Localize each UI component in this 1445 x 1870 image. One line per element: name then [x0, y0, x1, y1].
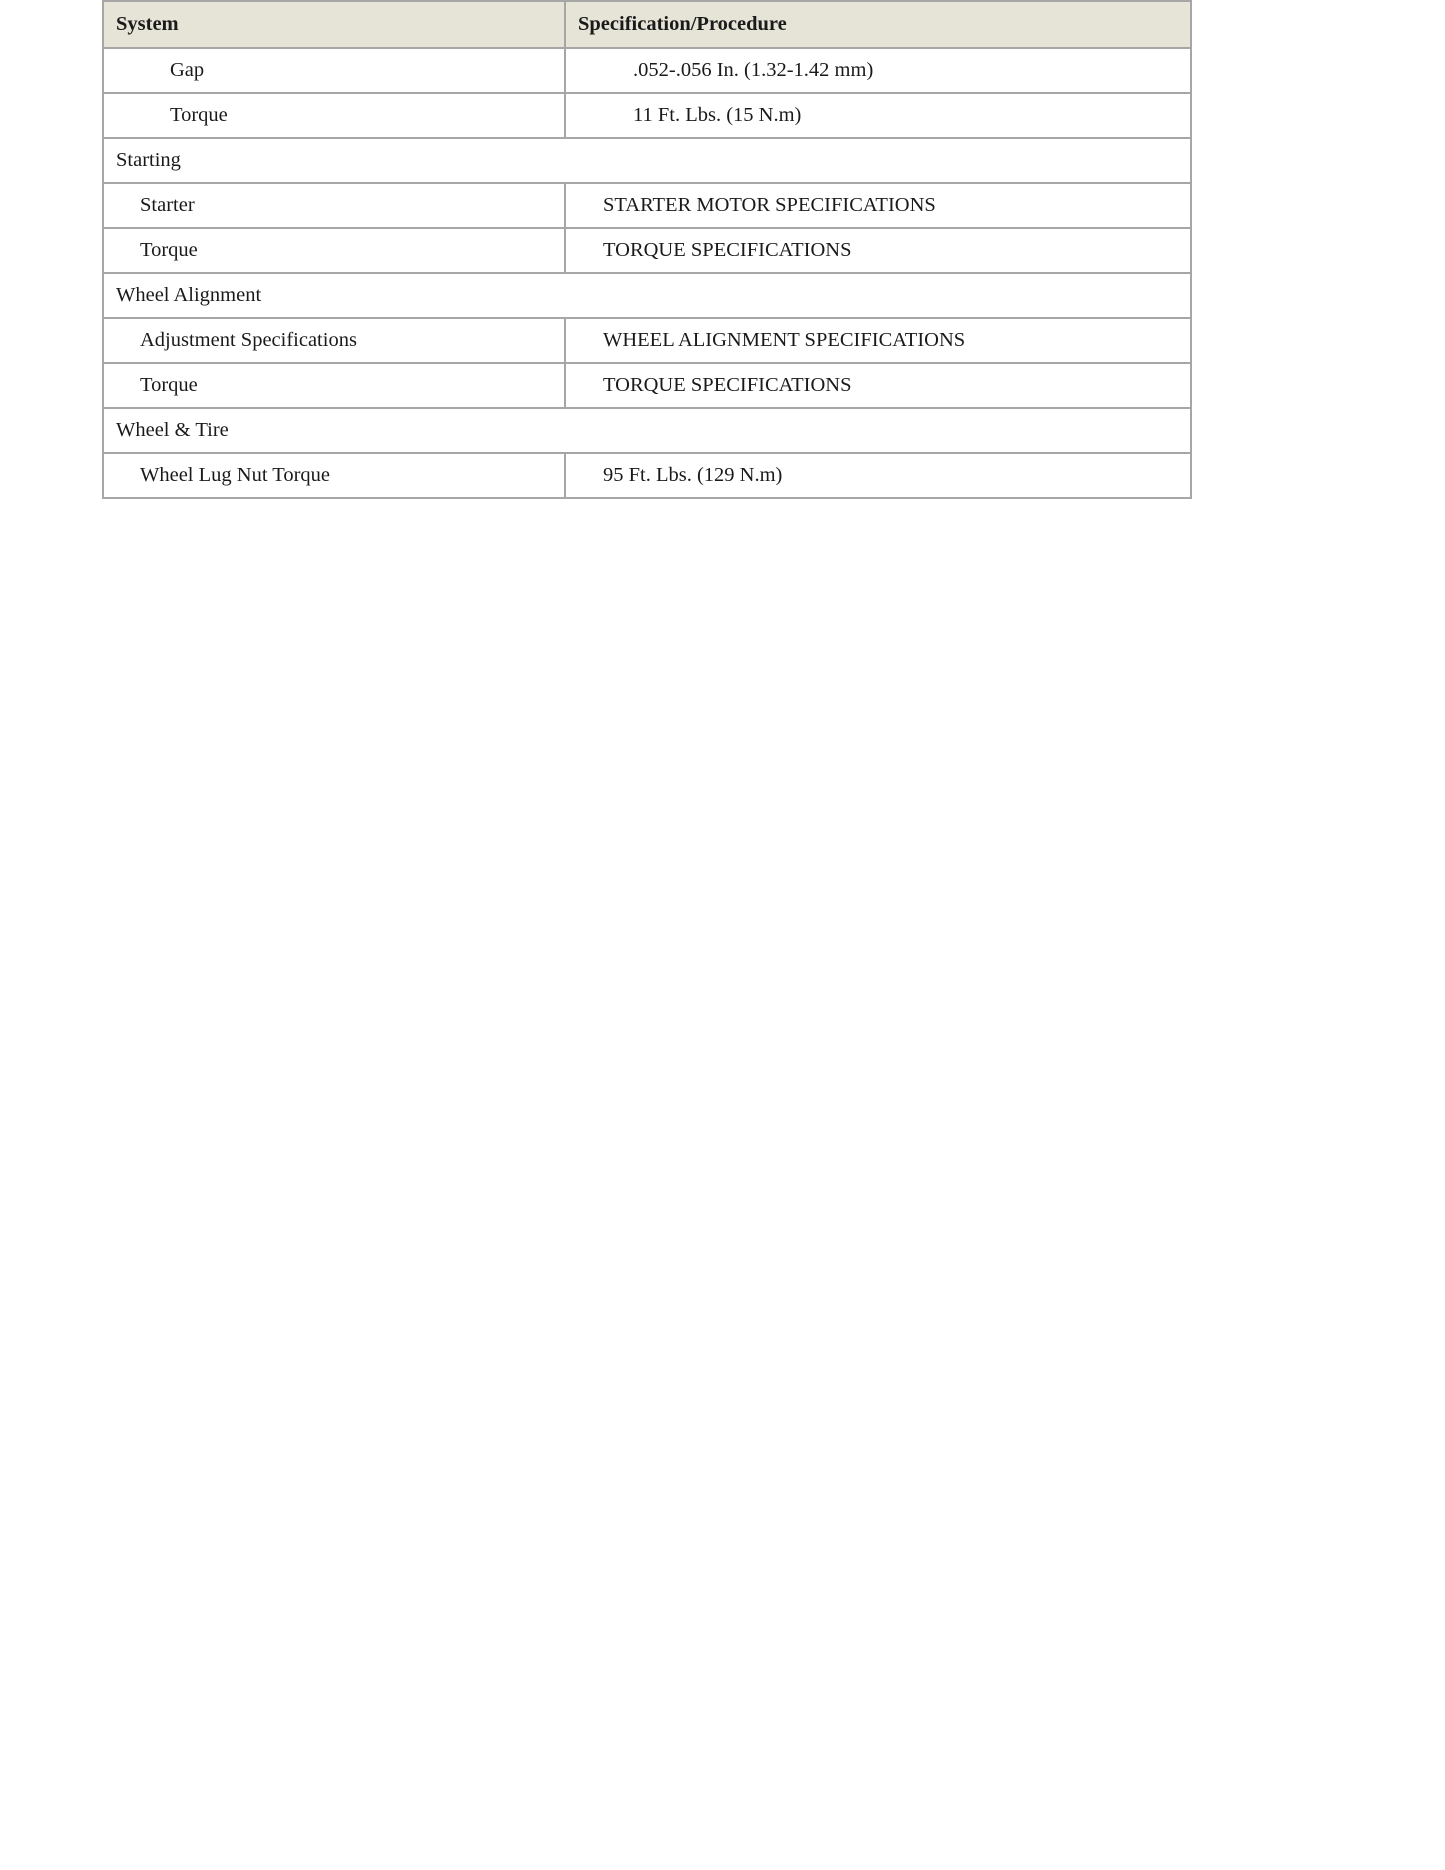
system-cell: Starter: [103, 183, 565, 228]
spec-link-cell[interactable]: STARTER MOTOR SPECIFICATIONS: [565, 183, 1191, 228]
table-row: [103, 228, 1191, 273]
spec-cell: .052-.056 In. (1.32-1.42 mm): [565, 48, 1191, 93]
system-cell: Gap: [103, 48, 565, 93]
column-header-specification: Specification/Procedure: [565, 1, 1191, 48]
table-row: [103, 93, 1191, 138]
spec-link-cell[interactable]: TORQUE SPECIFICATIONS: [565, 228, 1191, 273]
table-group-row: [103, 273, 1191, 318]
table-row: [103, 183, 1191, 228]
table-row: [103, 453, 1191, 498]
system-cell: Wheel Lug Nut Torque: [103, 453, 565, 498]
table-row: [103, 363, 1191, 408]
spec-link-cell[interactable]: WHEEL ALIGNMENT SPECIFICATIONS: [565, 318, 1191, 363]
column-header-system: System: [103, 1, 565, 48]
specifications-table: [102, 0, 1192, 499]
table-group-row: [103, 138, 1191, 183]
table-header-row: [103, 1, 1191, 48]
spec-cell: 95 Ft. Lbs. (129 N.m): [565, 453, 1191, 498]
table-row: [103, 318, 1191, 363]
system-cell: Adjustment Specifications: [103, 318, 565, 363]
spec-link-cell[interactable]: TORQUE SPECIFICATIONS: [565, 363, 1191, 408]
group-heading-cell: Wheel Alignment: [103, 273, 1191, 318]
spec-cell: 11 Ft. Lbs. (15 N.m): [565, 93, 1191, 138]
group-heading-cell: Starting: [103, 138, 1191, 183]
system-cell: Torque: [103, 93, 565, 138]
table-group-row: [103, 408, 1191, 453]
table-row: [103, 48, 1191, 93]
group-heading-cell: Wheel & Tire: [103, 408, 1191, 453]
system-cell: Torque: [103, 228, 565, 273]
system-cell: Torque: [103, 363, 565, 408]
